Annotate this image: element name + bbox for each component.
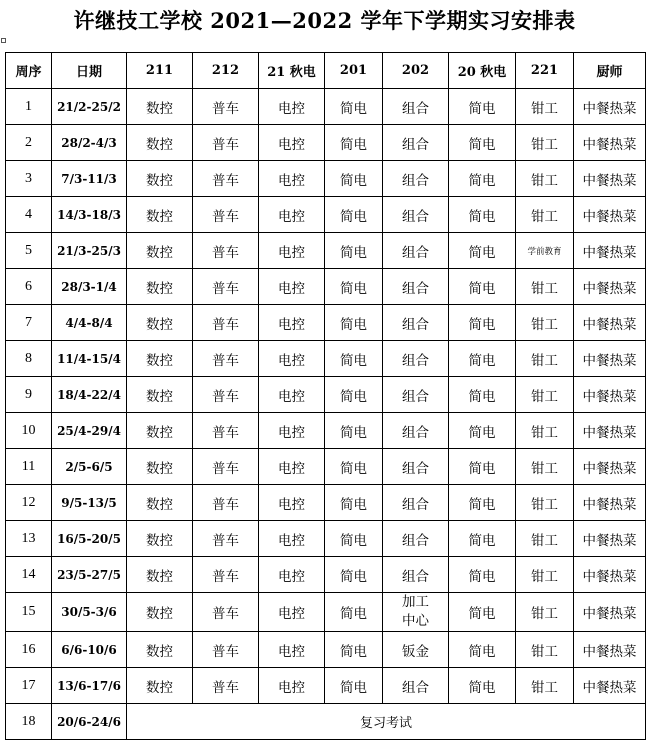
week-number-cell: 6 xyxy=(6,269,52,305)
date-range-cell: 9/5-13/5 xyxy=(52,485,127,521)
assignment-cell: 普车 xyxy=(193,89,259,125)
assignment-cell: 加工中心 xyxy=(383,593,449,632)
assignment-cell: 电控 xyxy=(259,305,325,341)
assignment-cell: 数控 xyxy=(127,341,193,377)
assignment-cell: 中餐热菜 xyxy=(574,668,646,704)
week-number-cell: 17 xyxy=(6,668,52,704)
assignment-cell: 电控 xyxy=(259,449,325,485)
assignment-cell: 钳工 xyxy=(516,197,574,233)
assignment-cell: 简电 xyxy=(449,233,516,269)
week-number-cell: 7 xyxy=(6,305,52,341)
assignment-cell: 数控 xyxy=(127,668,193,704)
date-range-cell: 2/5-6/5 xyxy=(52,449,127,485)
assignment-cell: 电控 xyxy=(259,89,325,125)
assignment-cell: 数控 xyxy=(127,593,193,632)
assignment-cell: 组合 xyxy=(383,449,449,485)
date-range-cell: 23/5-27/5 xyxy=(52,557,127,593)
assignment-cell: 钳工 xyxy=(516,89,574,125)
assignment-cell: 钳工 xyxy=(516,668,574,704)
assignment-cell: 简电 xyxy=(325,233,383,269)
week-number-cell: 5 xyxy=(6,233,52,269)
document-title: 许继技工学校 2021—2022 学年下学期实习安排表 xyxy=(73,8,576,33)
assignment-cell: 组合 xyxy=(383,485,449,521)
assignment-cell: 数控 xyxy=(127,305,193,341)
assignment-cell: 数控 xyxy=(127,233,193,269)
assignment-cell: 普车 xyxy=(193,161,259,197)
assignment-cell: 电控 xyxy=(259,341,325,377)
assignment-cell: 数控 xyxy=(127,521,193,557)
assignment-cell: 钣金 xyxy=(383,632,449,668)
assignment-cell: 钳工 xyxy=(516,269,574,305)
assignment-cell: 简电 xyxy=(325,269,383,305)
column-header: 201 xyxy=(325,53,383,89)
assignment-cell: 简电 xyxy=(449,557,516,593)
date-range-cell: 16/5-20/5 xyxy=(52,521,127,557)
assignment-cell: 简电 xyxy=(325,305,383,341)
assignment-cell: 中餐热菜 xyxy=(574,161,646,197)
assignment-cell: 简电 xyxy=(449,305,516,341)
assignment-cell: 数控 xyxy=(127,161,193,197)
assignment-cell: 中餐热菜 xyxy=(574,521,646,557)
assignment-cell: 简电 xyxy=(449,377,516,413)
week-number-cell: 11 xyxy=(6,449,52,485)
assignment-cell: 中餐热菜 xyxy=(574,485,646,521)
week-number-cell: 10 xyxy=(6,413,52,449)
assignment-cell: 电控 xyxy=(259,233,325,269)
assignment-cell: 组合 xyxy=(383,161,449,197)
assignment-cell: 钳工 xyxy=(516,377,574,413)
assignment-cell: 组合 xyxy=(383,125,449,161)
assignment-cell: 中餐热菜 xyxy=(574,593,646,632)
assignment-cell: 中餐热菜 xyxy=(574,632,646,668)
table-row xyxy=(6,269,646,305)
assignment-cell: 数控 xyxy=(127,485,193,521)
assignment-cell: 学前教育 xyxy=(516,233,574,269)
assignment-cell: 钳工 xyxy=(516,125,574,161)
table-row-final xyxy=(6,704,646,740)
assignment-cell: 普车 xyxy=(193,557,259,593)
column-header: 21 秋电 xyxy=(259,53,325,89)
assignment-cell: 电控 xyxy=(259,557,325,593)
assignment-cell: 组合 xyxy=(383,233,449,269)
table-row xyxy=(6,377,646,413)
week-number-cell: 2 xyxy=(6,125,52,161)
assignment-cell: 简电 xyxy=(325,449,383,485)
assignment-cell: 组合 xyxy=(383,269,449,305)
week-number-cell: 1 xyxy=(6,89,52,125)
table-row xyxy=(6,341,646,377)
table-row xyxy=(6,449,646,485)
assignment-cell: 组合 xyxy=(383,305,449,341)
column-header: 日期 xyxy=(52,53,127,89)
week-number-cell: 14 xyxy=(6,557,52,593)
week-number-cell: 13 xyxy=(6,521,52,557)
assignment-cell: 钳工 xyxy=(516,632,574,668)
column-header: 20 秋电 xyxy=(449,53,516,89)
assignment-cell: 数控 xyxy=(127,632,193,668)
assignment-cell: 数控 xyxy=(127,125,193,161)
date-range-cell: 6/6-10/6 xyxy=(52,632,127,668)
assignment-cell: 中餐热菜 xyxy=(574,341,646,377)
assignment-cell: 简电 xyxy=(325,668,383,704)
date-range-cell: 30/5-3/6 xyxy=(52,593,127,632)
date-range-cell: 14/3-18/3 xyxy=(52,197,127,233)
assignment-cell: 组合 xyxy=(383,341,449,377)
table-row xyxy=(6,233,646,269)
assignment-cell: 简电 xyxy=(449,161,516,197)
assignment-cell: 简电 xyxy=(325,89,383,125)
week-number-cell: 4 xyxy=(6,197,52,233)
assignment-cell: 中餐热菜 xyxy=(574,125,646,161)
assignment-cell: 中餐热菜 xyxy=(574,197,646,233)
assignment-cell: 组合 xyxy=(383,557,449,593)
assignment-cell: 普车 xyxy=(193,269,259,305)
assignment-cell: 电控 xyxy=(259,377,325,413)
assignment-cell: 普车 xyxy=(193,197,259,233)
assignment-cell: 简电 xyxy=(449,521,516,557)
assignment-cell: 电控 xyxy=(259,485,325,521)
practice-schedule-table xyxy=(5,52,646,740)
assignment-cell: 简电 xyxy=(325,521,383,557)
table-row xyxy=(6,485,646,521)
assignment-cell: 电控 xyxy=(259,197,325,233)
assignment-cell: 电控 xyxy=(259,632,325,668)
assignment-cell: 简电 xyxy=(325,557,383,593)
assignment-cell: 组合 xyxy=(383,668,449,704)
column-header: 周序 xyxy=(6,53,52,89)
assignment-cell: 钳工 xyxy=(516,521,574,557)
week-number-cell: 18 xyxy=(6,704,52,740)
assignment-cell: 简电 xyxy=(325,485,383,521)
assignment-cell: 电控 xyxy=(259,413,325,449)
assignment-cell: 中餐热菜 xyxy=(574,413,646,449)
date-range-cell: 11/4-15/4 xyxy=(52,341,127,377)
assignment-cell: 数控 xyxy=(127,269,193,305)
assignment-cell: 简电 xyxy=(449,449,516,485)
week-number-cell: 9 xyxy=(6,377,52,413)
assignment-cell: 组合 xyxy=(383,377,449,413)
assignment-cell: 普车 xyxy=(193,668,259,704)
date-range-cell: 21/3-25/3 xyxy=(52,233,127,269)
table-row xyxy=(6,89,646,125)
table-row xyxy=(6,125,646,161)
assignment-cell: 电控 xyxy=(259,521,325,557)
table-row xyxy=(6,305,646,341)
assignment-cell: 简电 xyxy=(449,668,516,704)
assignment-cell: 简电 xyxy=(449,593,516,632)
table-row xyxy=(6,197,646,233)
assignment-cell: 中餐热菜 xyxy=(574,449,646,485)
assignment-cell: 组合 xyxy=(383,521,449,557)
table-row xyxy=(6,593,646,632)
header-row xyxy=(6,53,646,89)
assignment-cell: 普车 xyxy=(193,521,259,557)
assignment-cell: 普车 xyxy=(193,593,259,632)
assignment-cell: 钳工 xyxy=(516,485,574,521)
assignment-cell: 简电 xyxy=(449,485,516,521)
week-number-cell: 15 xyxy=(6,593,52,632)
assignment-cell: 数控 xyxy=(127,89,193,125)
assignment-cell: 钳工 xyxy=(516,593,574,632)
assignment-cell: 电控 xyxy=(259,269,325,305)
table-row xyxy=(6,521,646,557)
assignment-cell: 钳工 xyxy=(516,161,574,197)
date-range-cell: 7/3-11/3 xyxy=(52,161,127,197)
column-header: 212 xyxy=(193,53,259,89)
assignment-cell: 数控 xyxy=(127,413,193,449)
assignment-cell: 简电 xyxy=(325,413,383,449)
review-exam-cell: 复习考试 xyxy=(127,704,646,740)
assignment-cell: 钳工 xyxy=(516,305,574,341)
assignment-cell: 数控 xyxy=(127,197,193,233)
assignment-cell: 中餐热菜 xyxy=(574,233,646,269)
week-number-cell: 8 xyxy=(6,341,52,377)
assignment-cell: 简电 xyxy=(449,632,516,668)
assignment-cell: 中餐热菜 xyxy=(574,557,646,593)
assignment-cell: 普车 xyxy=(193,485,259,521)
date-range-cell: 28/2-4/3 xyxy=(52,125,127,161)
table-row xyxy=(6,668,646,704)
assignment-cell: 简电 xyxy=(325,125,383,161)
assignment-cell: 普车 xyxy=(193,449,259,485)
assignment-cell: 组合 xyxy=(383,89,449,125)
assignment-cell: 简电 xyxy=(325,341,383,377)
assignment-cell: 简电 xyxy=(325,377,383,413)
assignment-cell: 组合 xyxy=(383,197,449,233)
assignment-cell: 钳工 xyxy=(516,413,574,449)
assignment-cell: 数控 xyxy=(127,377,193,413)
assignment-cell: 普车 xyxy=(193,341,259,377)
assignment-cell: 数控 xyxy=(127,449,193,485)
date-range-cell: 28/3-1/4 xyxy=(52,269,127,305)
table-row xyxy=(6,161,646,197)
week-number-cell: 16 xyxy=(6,632,52,668)
assignment-cell: 组合 xyxy=(383,413,449,449)
assignment-cell: 中餐热菜 xyxy=(574,377,646,413)
assignment-cell: 电控 xyxy=(259,125,325,161)
assignment-cell: 钳工 xyxy=(516,557,574,593)
table-row xyxy=(6,557,646,593)
assignment-cell: 钳工 xyxy=(516,449,574,485)
assignment-cell: 电控 xyxy=(259,593,325,632)
assignment-cell: 简电 xyxy=(449,89,516,125)
table-row xyxy=(6,413,646,449)
assignment-cell: 简电 xyxy=(449,341,516,377)
table-row xyxy=(6,632,646,668)
assignment-cell: 电控 xyxy=(259,161,325,197)
assignment-cell: 普车 xyxy=(193,233,259,269)
date-range-cell: 20/6-24/6 xyxy=(52,704,127,740)
assignment-cell: 简电 xyxy=(449,413,516,449)
assignment-cell: 普车 xyxy=(193,305,259,341)
assignment-cell: 简电 xyxy=(449,125,516,161)
assignment-cell: 电控 xyxy=(259,668,325,704)
assignment-cell: 中餐热菜 xyxy=(574,269,646,305)
assignment-cell: 中餐热菜 xyxy=(574,89,646,125)
week-number-cell: 3 xyxy=(6,161,52,197)
column-header: 厨师 xyxy=(574,53,646,89)
assignment-cell: 简电 xyxy=(449,269,516,305)
assignment-cell: 简电 xyxy=(325,593,383,632)
date-range-cell: 21/2-25/2 xyxy=(52,89,127,125)
column-header: 221 xyxy=(516,53,574,89)
table-anchor-icon xyxy=(1,38,6,43)
date-range-cell: 13/6-17/6 xyxy=(52,668,127,704)
assignment-cell: 简电 xyxy=(325,632,383,668)
assignment-cell: 普车 xyxy=(193,632,259,668)
assignment-cell: 简电 xyxy=(449,197,516,233)
column-header: 202 xyxy=(383,53,449,89)
week-number-cell: 12 xyxy=(6,485,52,521)
assignment-cell: 简电 xyxy=(325,197,383,233)
assignment-cell: 普车 xyxy=(193,413,259,449)
assignment-cell: 普车 xyxy=(193,125,259,161)
date-range-cell: 18/4-22/4 xyxy=(52,377,127,413)
assignment-cell: 简电 xyxy=(325,161,383,197)
assignment-cell: 中餐热菜 xyxy=(574,305,646,341)
column-header: 211 xyxy=(127,53,193,89)
assignment-cell: 普车 xyxy=(193,377,259,413)
date-range-cell: 4/4-8/4 xyxy=(52,305,127,341)
assignment-cell: 数控 xyxy=(127,557,193,593)
assignment-cell: 钳工 xyxy=(516,341,574,377)
date-range-cell: 25/4-29/4 xyxy=(52,413,127,449)
